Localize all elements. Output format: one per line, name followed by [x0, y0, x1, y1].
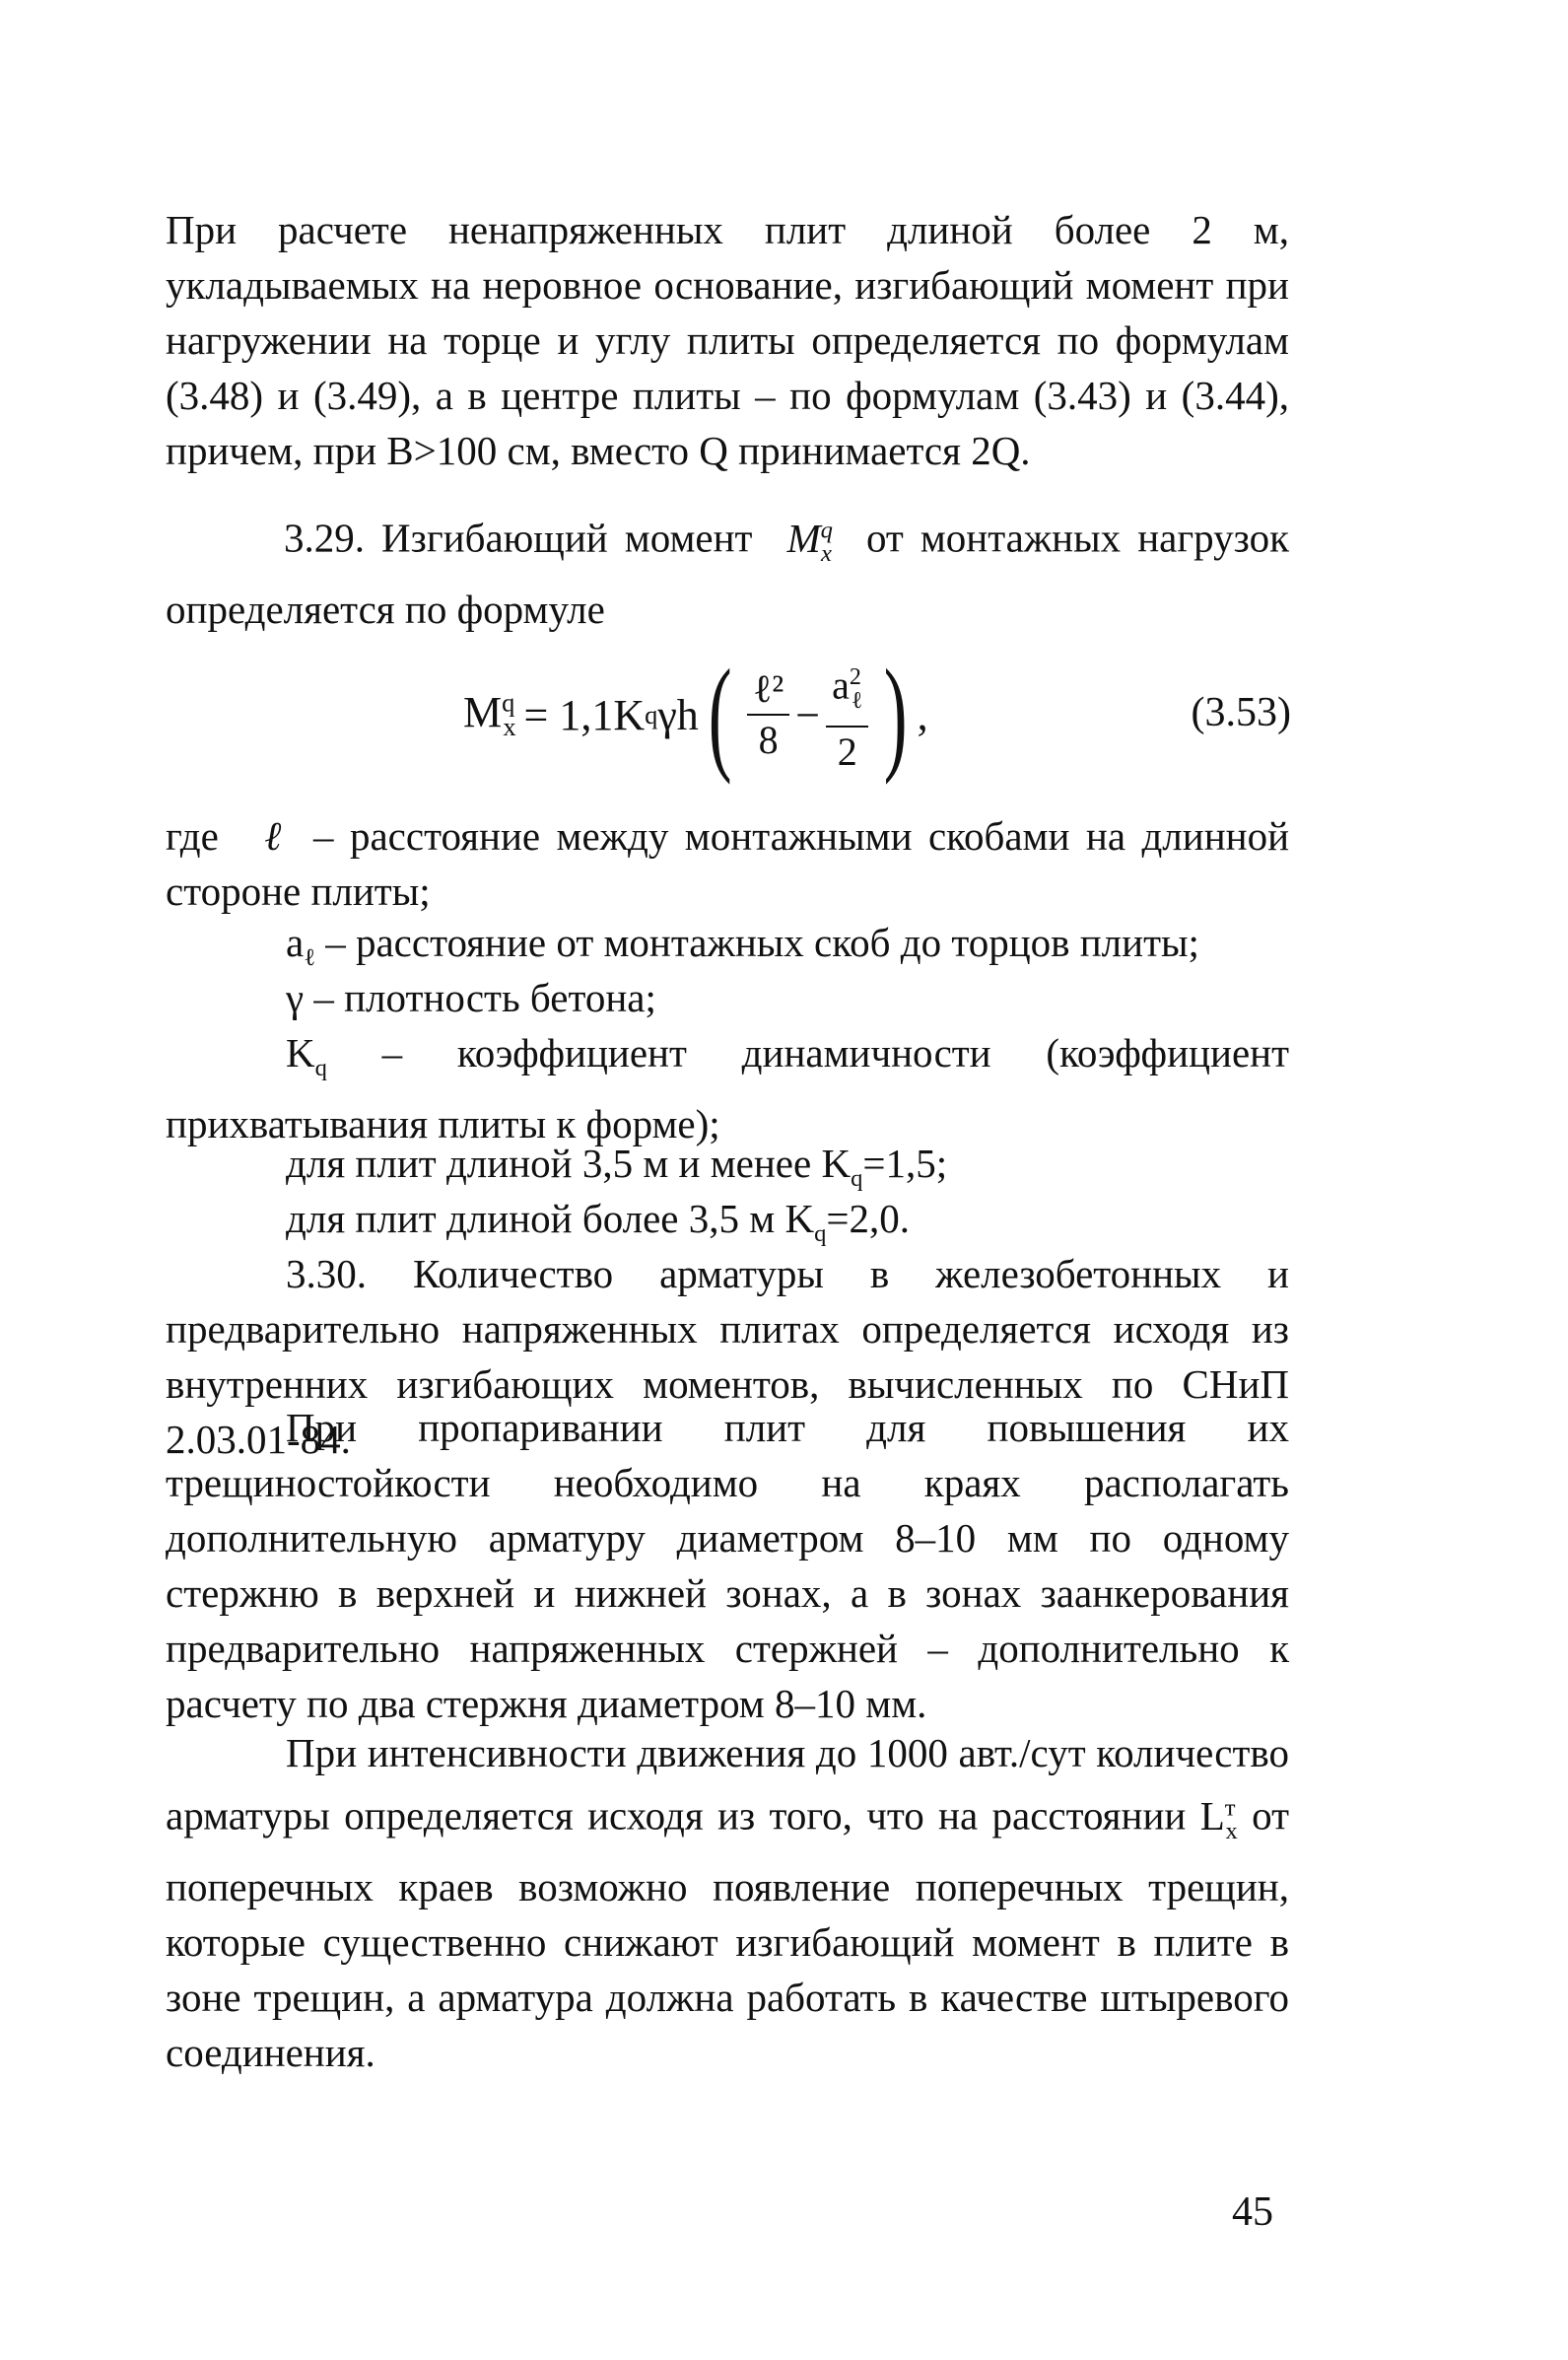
right-paren-glyph: ): [884, 644, 908, 786]
paragraph-steaming: [166, 1400, 1289, 1731]
formula-k-sub: q: [645, 699, 658, 729]
symbol-l: ℓ: [264, 813, 288, 859]
symbol-k: K: [286, 1030, 315, 1076]
where-label: где: [166, 813, 219, 859]
moment-symbol: $M^q_x$: [786, 515, 833, 567]
left-paren-glyph: (: [708, 644, 732, 786]
fraction-a-squared: $\frac{a^2_\ell}{2}$: [826, 655, 868, 774]
formula-gamma-h: γh: [657, 690, 699, 739]
definition-text: – расстояние между монтажными скобами на длинной стороне плиты;: [166, 813, 1290, 914]
equation-number: (3.53): [1191, 690, 1291, 735]
paragraph-text: При интенсивности движения до 1000 авт./сут количество арматуры определяется исходя из того, что на расстоянии: [166, 1730, 1289, 1839]
formula-lhs: $M^q_x$: [463, 686, 516, 742]
page-number: 45: [1232, 2189, 1273, 2235]
symbol-l-t-x: $L^т_x$: [1199, 1792, 1238, 1844]
definition-text: – коэффициент динамичности (коэффициент прихватывания плиты к форме);: [166, 1030, 1289, 1147]
formula-3-53: [463, 646, 1291, 784]
paragraph-text-end: от поперечных краев возможно появление поперечных трещин, которые существенно снижают изгибающий момент в плите в зоне трещин, а арматура должна работать в качестве штыревого соединения.: [166, 1792, 1290, 2075]
symbol-k-sub: q: [314, 1055, 327, 1082]
symbol-a-sub: ℓ: [304, 944, 315, 972]
formula-comma: ,: [917, 690, 928, 739]
formula-coefficient: = 1,1K: [523, 690, 646, 739]
paragraph-text: 3.30. Количество арматуры в железобетонных и предварительно напряженных плитах определяется исходя из внутренних изгибающих моментов, вычисленных по СНиП 2.03.01-84.: [166, 1251, 1289, 1462]
paragraph-slab-calculation: [166, 202, 1289, 478]
paragraph-3-29: [166, 503, 1289, 637]
definition-text: γ – плотность бетона;: [286, 975, 656, 1020]
definition-l: [166, 808, 1289, 919]
definition-kq: [166, 1025, 1289, 1151]
para-329-prefix: 3.29. Изгибающий момент: [284, 515, 753, 561]
formula-minus: −: [795, 690, 821, 739]
fraction-l-squared: $\frac{\text{ℓ²}}{8}$: [747, 666, 789, 763]
paragraph-traffic: [166, 1725, 1289, 2080]
paragraph-text: При пропаривании плит для повышения их трещиностойкости необходимо на краях располагать дополнительную арматуру диаметром 8–10 мм по одному стержню в верхней и нижней зонах, а в зонах заанкерования предварительно напряженных стержней – дополнительно к расчету по два стержня диаметром 8–10 мм.: [166, 1405, 1289, 1726]
para-329-suffix: от монтажных нагрузок определяется по формуле: [166, 515, 1290, 632]
definition-text: – расстояние от монтажных скоб до торцов плиты;: [325, 920, 1199, 965]
formula-expression: [463, 646, 928, 784]
paragraph-text: При расчете ненапряженных плит длиной более 2 м, укладываемых на неровное основание, изгибающий момент при нагружении на торце и углу плиты определяется по формулам (3.48) и (3.49), а в центре плиты – по формулам (3.43) и (3.44), причем, при B>100 см, вместо Q принимается 2Q.: [166, 207, 1289, 473]
symbol-a: a: [286, 920, 305, 965]
kq-value-long: для плит длиной более 3,5 м $K_q=2,0$.: [286, 1196, 910, 1248]
kq-value-short: для плит длиной 3,5 м и менее $K_q=1,5$;: [286, 1141, 948, 1193]
definition-gamma: [286, 970, 1289, 1025]
